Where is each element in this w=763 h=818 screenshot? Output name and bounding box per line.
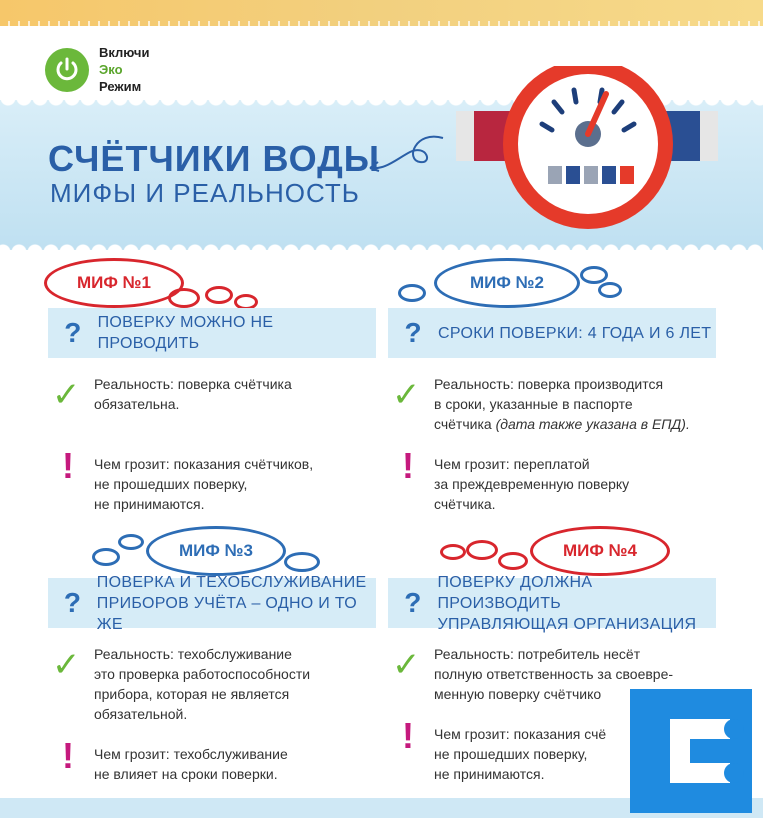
myth-3-label: МИФ №3: [146, 526, 286, 576]
logo-line3: Режим: [99, 79, 142, 94]
bubble-decoration: [580, 266, 608, 284]
bubble-decoration: [598, 282, 622, 298]
myth-3-threat: Чем грозит: техобслуживание не влияет на сроки поверки.: [94, 746, 288, 782]
bubble-decoration: [205, 286, 233, 304]
myth-1-reality: Реальность: поверка счётчика обязательна.: [94, 376, 292, 412]
top-decoration-strip: [0, 0, 763, 26]
bubble-decoration: [398, 284, 426, 302]
question-icon: ?: [404, 587, 422, 618]
question-icon: ?: [404, 317, 422, 348]
logo: [45, 44, 149, 95]
myth-2-reality: Реальность: поверка производится в сроки, указанные в паспорте счётчика (дата также указана в ЕПД).: [434, 376, 690, 432]
myth-1-threat: Чем грозит: показания счётчиков, не прошедших поверку, не принимаются.: [94, 456, 314, 512]
exclamation-icon: !: [402, 715, 414, 756]
bubble-decoration: [498, 552, 528, 570]
page-title: СЧЁТЧИКИ ВОДЫ: [48, 138, 381, 179]
water-meter-icon: [456, 66, 720, 236]
myth-2-label: МИФ №2: [434, 258, 580, 308]
bubble-decoration: [168, 288, 200, 308]
question-icon: ?: [63, 587, 81, 618]
check-icon: ✓: [392, 376, 421, 414]
page-subtitle: МИФЫ И РЕАЛЬНОСТЬ: [50, 178, 360, 208]
curly-arrow-icon: [365, 130, 445, 180]
power-icon: [45, 48, 89, 92]
myth-1-question: [48, 308, 376, 358]
question-icon: ?: [64, 317, 82, 348]
myth-3-reality: Реальность: техобслуживание это проверка работоспособности прибора, которая не является обязательной.: [94, 646, 311, 722]
myth-4-label: МИФ №4: [530, 526, 670, 576]
exclamation-icon: !: [62, 445, 74, 486]
myth-2-question: [388, 308, 716, 358]
corner-brand-logo-icon: [630, 689, 752, 813]
bubble-decoration: [284, 552, 320, 572]
myth-4-question: [388, 573, 716, 633]
bubble-decoration: [92, 548, 120, 566]
myth-4-question-text: ПОВЕРКУ ДОЛЖНА ПРОИЗВОДИТЬ УПРАВЛЯЮЩАЯ ОРГАНИЗАЦИЯ: [437, 573, 697, 633]
myth-1-label: МИФ №1: [44, 258, 184, 308]
logo-line2: Эко: [99, 62, 123, 77]
myth-1-question-text: ПОВЕРКУ МОЖНО НЕ ПРОВОДИТЬ: [97, 314, 274, 352]
exclamation-icon: !: [62, 735, 74, 776]
check-icon: ✓: [52, 376, 81, 414]
check-icon: ✓: [52, 646, 81, 684]
logo-line1: Включи: [99, 45, 150, 60]
myth-4-threat: Чем грозит: показания счё не прошедших поверку, не принимаются.: [434, 726, 607, 782]
myth-3-question: [48, 573, 376, 633]
myth-2-question-text: СРОКИ ПОВЕРКИ: 4 ГОДА И 6 ЛЕТ: [438, 324, 712, 342]
myth-3-question-text: ПОВЕРКА И ТЕХОБСЛУЖИВАНИЕ ПРИБОРОВ УЧЁТА – ОДНО И ТО ЖЕ: [96, 573, 367, 633]
myth-2-threat: Чем грозит: переплатой за преждевременную поверку счётчика.: [434, 456, 630, 512]
check-icon: ✓: [392, 646, 421, 684]
exclamation-icon: !: [402, 445, 414, 486]
logo-text: [99, 44, 149, 95]
bubble-decoration: [118, 534, 144, 550]
bubble-decoration: [466, 540, 498, 560]
bubble-decoration: [440, 544, 466, 560]
myth-4-reality: Реальность: потребитель несёт полную ответственность за своевре- менную поверку счётчико: [434, 646, 674, 702]
